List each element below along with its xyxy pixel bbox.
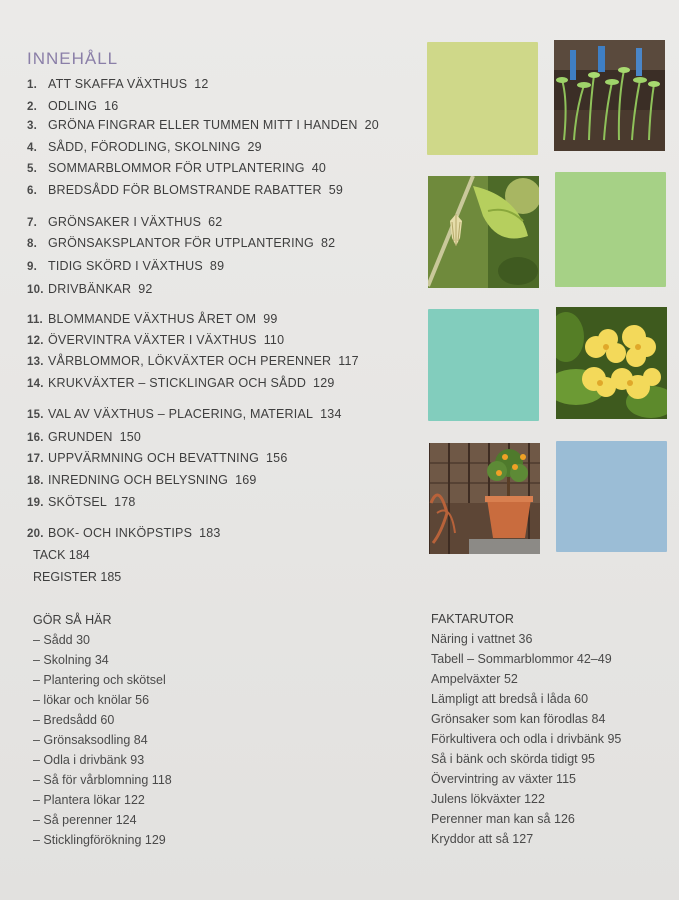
list-item: Perenner man kan så 126 — [431, 812, 575, 826]
list-item: – Sticklingförökning 129 — [33, 833, 166, 847]
color-swatch-green — [555, 172, 666, 287]
list-item: Lämpligt att bredså i låda 60 — [431, 692, 589, 706]
toc-item — [27, 354, 359, 368]
toc-item — [27, 99, 118, 113]
toc-number: 13. — [27, 356, 44, 368]
toc-text: KRUKVÄXTER – STICKLINGAR OCH SÅDD — [48, 376, 307, 390]
toc-number: 18. — [27, 475, 44, 487]
toc-page: 82 — [320, 236, 336, 250]
toc-page: 117 — [338, 354, 359, 368]
toc-page: 92 — [138, 282, 153, 296]
toc-item — [27, 77, 209, 91]
toc-page: 16 — [104, 99, 119, 113]
list-item: – Odla i drivbänk 93 — [33, 753, 145, 767]
toc-page: 129 — [313, 376, 335, 390]
toc-page: 20 — [364, 118, 379, 132]
list-item: – Plantering och skötsel — [33, 673, 166, 687]
toc-number: 10. — [27, 284, 44, 296]
list-item: – Sådd 30 — [33, 633, 90, 647]
toc-text: BREDSÅDD FÖR BLOMSTRANDE RABATTER — [48, 183, 322, 197]
greenhouse-image — [429, 443, 540, 554]
toc-page: 134 — [320, 407, 342, 421]
list-item: Ampelväxter 52 — [431, 672, 518, 686]
color-swatch-teal — [428, 309, 539, 421]
physalis-image — [428, 176, 539, 288]
toc-text: SKÖTSEL — [48, 495, 108, 509]
toc-item — [27, 430, 141, 444]
toc-item — [27, 259, 224, 273]
list-item: – Så för vårblomning 118 — [33, 773, 172, 787]
toc-text: SÅDD, FÖRODLING, SKOLNING — [48, 140, 241, 154]
toc-text: VAL AV VÄXTHUS – PLACERING, MATERIAL — [48, 407, 314, 421]
toc-register: REGISTER 185 — [33, 570, 122, 584]
toc-page: 183 — [199, 526, 221, 540]
seedlings-image — [554, 40, 665, 151]
toc-number: 16. — [27, 432, 44, 444]
toc-number: 12. — [27, 335, 44, 347]
primrose-image — [556, 307, 667, 419]
toc-item — [27, 376, 335, 390]
toc-text: VÅRBLOMMOR, LÖKVÄXTER OCH PERENNER — [48, 354, 332, 368]
toc-item — [27, 495, 136, 509]
toc-item — [27, 333, 284, 347]
toc-number: 15. — [27, 409, 44, 421]
toc-text: DRIVBÄNKAR — [48, 282, 132, 296]
toc-title: INNEHÅLL — [27, 49, 119, 68]
toc-item — [27, 451, 287, 465]
toc-page: 40 — [311, 161, 327, 175]
toc-text: ODLING — [48, 99, 98, 113]
toc-page: 110 — [263, 333, 285, 347]
toc-text: INREDNING OCH BELYSNING — [48, 473, 229, 487]
toc-text: ATT SKAFFA VÄXTHUS — [48, 77, 188, 91]
color-swatch-blue — [556, 441, 667, 552]
toc-item — [27, 215, 222, 229]
toc-page: 150 — [119, 430, 142, 444]
toc-text: BOK- OCH INKÖPSTIPS — [48, 526, 193, 540]
list-item: – Grönsaksodling 84 — [33, 733, 148, 747]
list-item: Så i bänk och skörda tidigt 95 — [431, 752, 595, 766]
toc-number: 5. — [27, 163, 37, 175]
list-item: Övervintring av växter 115 — [431, 772, 576, 786]
toc-text: GRÖNSAKER I VÄXTHUS — [48, 215, 202, 229]
toc-number: 7. — [27, 217, 37, 229]
toc-page: 59 — [328, 183, 344, 197]
list-item: Tabell – Sommarblommor 42–49 — [431, 652, 612, 666]
toc-text: GRÖNA FINGRAR ELLER TUMMEN MITT I HANDEN — [48, 118, 358, 132]
toc-page: 29 — [247, 140, 262, 154]
toc-text: ÖVERVINTRA VÄXTER I VÄXTHUS — [48, 333, 257, 347]
toc-tack: TACK 184 — [33, 548, 90, 562]
greenhouse-potted-tree-photo — [429, 443, 540, 554]
list-item: – Plantera lökar 122 — [33, 793, 145, 807]
list-item: Kryddor att så 127 — [431, 832, 534, 846]
toc-text: SOMMARBLOMMOR FÖR UTPLANTERING — [48, 161, 305, 175]
list-item: Grönsaker som kan förodlas 84 — [431, 712, 606, 726]
toc-item — [27, 161, 326, 175]
toc-page: 156 — [266, 451, 288, 465]
toc-number: 6. — [27, 185, 37, 197]
toc-item — [27, 183, 343, 197]
list-item: – Så perenner 124 — [33, 813, 137, 827]
toc-text: GRÖNSAKSPLANTOR FÖR UTPLANTERING — [48, 236, 314, 250]
seedlings-photo — [554, 40, 665, 151]
toc-number: 1. — [27, 79, 37, 91]
list-item: – Skolning 34 — [33, 653, 109, 667]
toc-number: 3. — [27, 120, 37, 132]
toc-text: GRUNDEN — [48, 430, 113, 444]
toc-item — [27, 312, 278, 326]
toc-text: TIDIG SKÖRD I VÄXTHUS — [48, 259, 203, 273]
toc-item — [27, 473, 257, 487]
toc-number: 20. — [27, 528, 44, 540]
toc-item — [27, 282, 153, 296]
toc-page: 169 — [235, 473, 257, 487]
faktarutor-heading: FAKTARUTOR — [431, 612, 514, 626]
toc-number: 8. — [27, 238, 37, 250]
toc-page: 62 — [208, 215, 223, 229]
color-swatch-lime — [427, 42, 538, 155]
toc-item — [27, 526, 221, 540]
gor-sa-har-heading: GÖR SÅ HÄR — [33, 613, 112, 627]
toc-item — [27, 407, 342, 421]
toc-number: 9. — [27, 261, 37, 273]
toc-number: 17. — [27, 453, 44, 465]
toc-page: 12 — [194, 77, 209, 91]
toc-number: 2. — [27, 101, 37, 113]
toc-number: 4. — [27, 142, 37, 154]
toc-number: 11. — [27, 314, 43, 326]
list-item: Näring i vattnet 36 — [431, 632, 533, 646]
yellow-primrose-photo — [556, 307, 667, 419]
toc-page: 89 — [209, 259, 225, 273]
physalis-lantern-photo — [428, 176, 539, 288]
toc-number: 14. — [27, 378, 44, 390]
toc-text: UPPVÄRMNING OCH BEVATTNING — [48, 451, 260, 465]
toc-item — [27, 236, 335, 250]
toc-text: BLOMMANDE VÄXTHUS ÅRET OM — [48, 312, 257, 326]
list-item: – Bredsådd 60 — [33, 713, 115, 727]
list-item: Julens lökväxter 122 — [431, 792, 545, 806]
list-item: – lökar och knölar 56 — [33, 693, 150, 707]
toc-item — [27, 118, 379, 132]
list-item: Förkultivera och odla i drivbänk 95 — [431, 732, 622, 746]
toc-page: 178 — [114, 495, 136, 509]
toc-number: 19. — [27, 497, 44, 509]
toc-page: 99 — [263, 312, 278, 326]
toc-item — [27, 140, 262, 154]
